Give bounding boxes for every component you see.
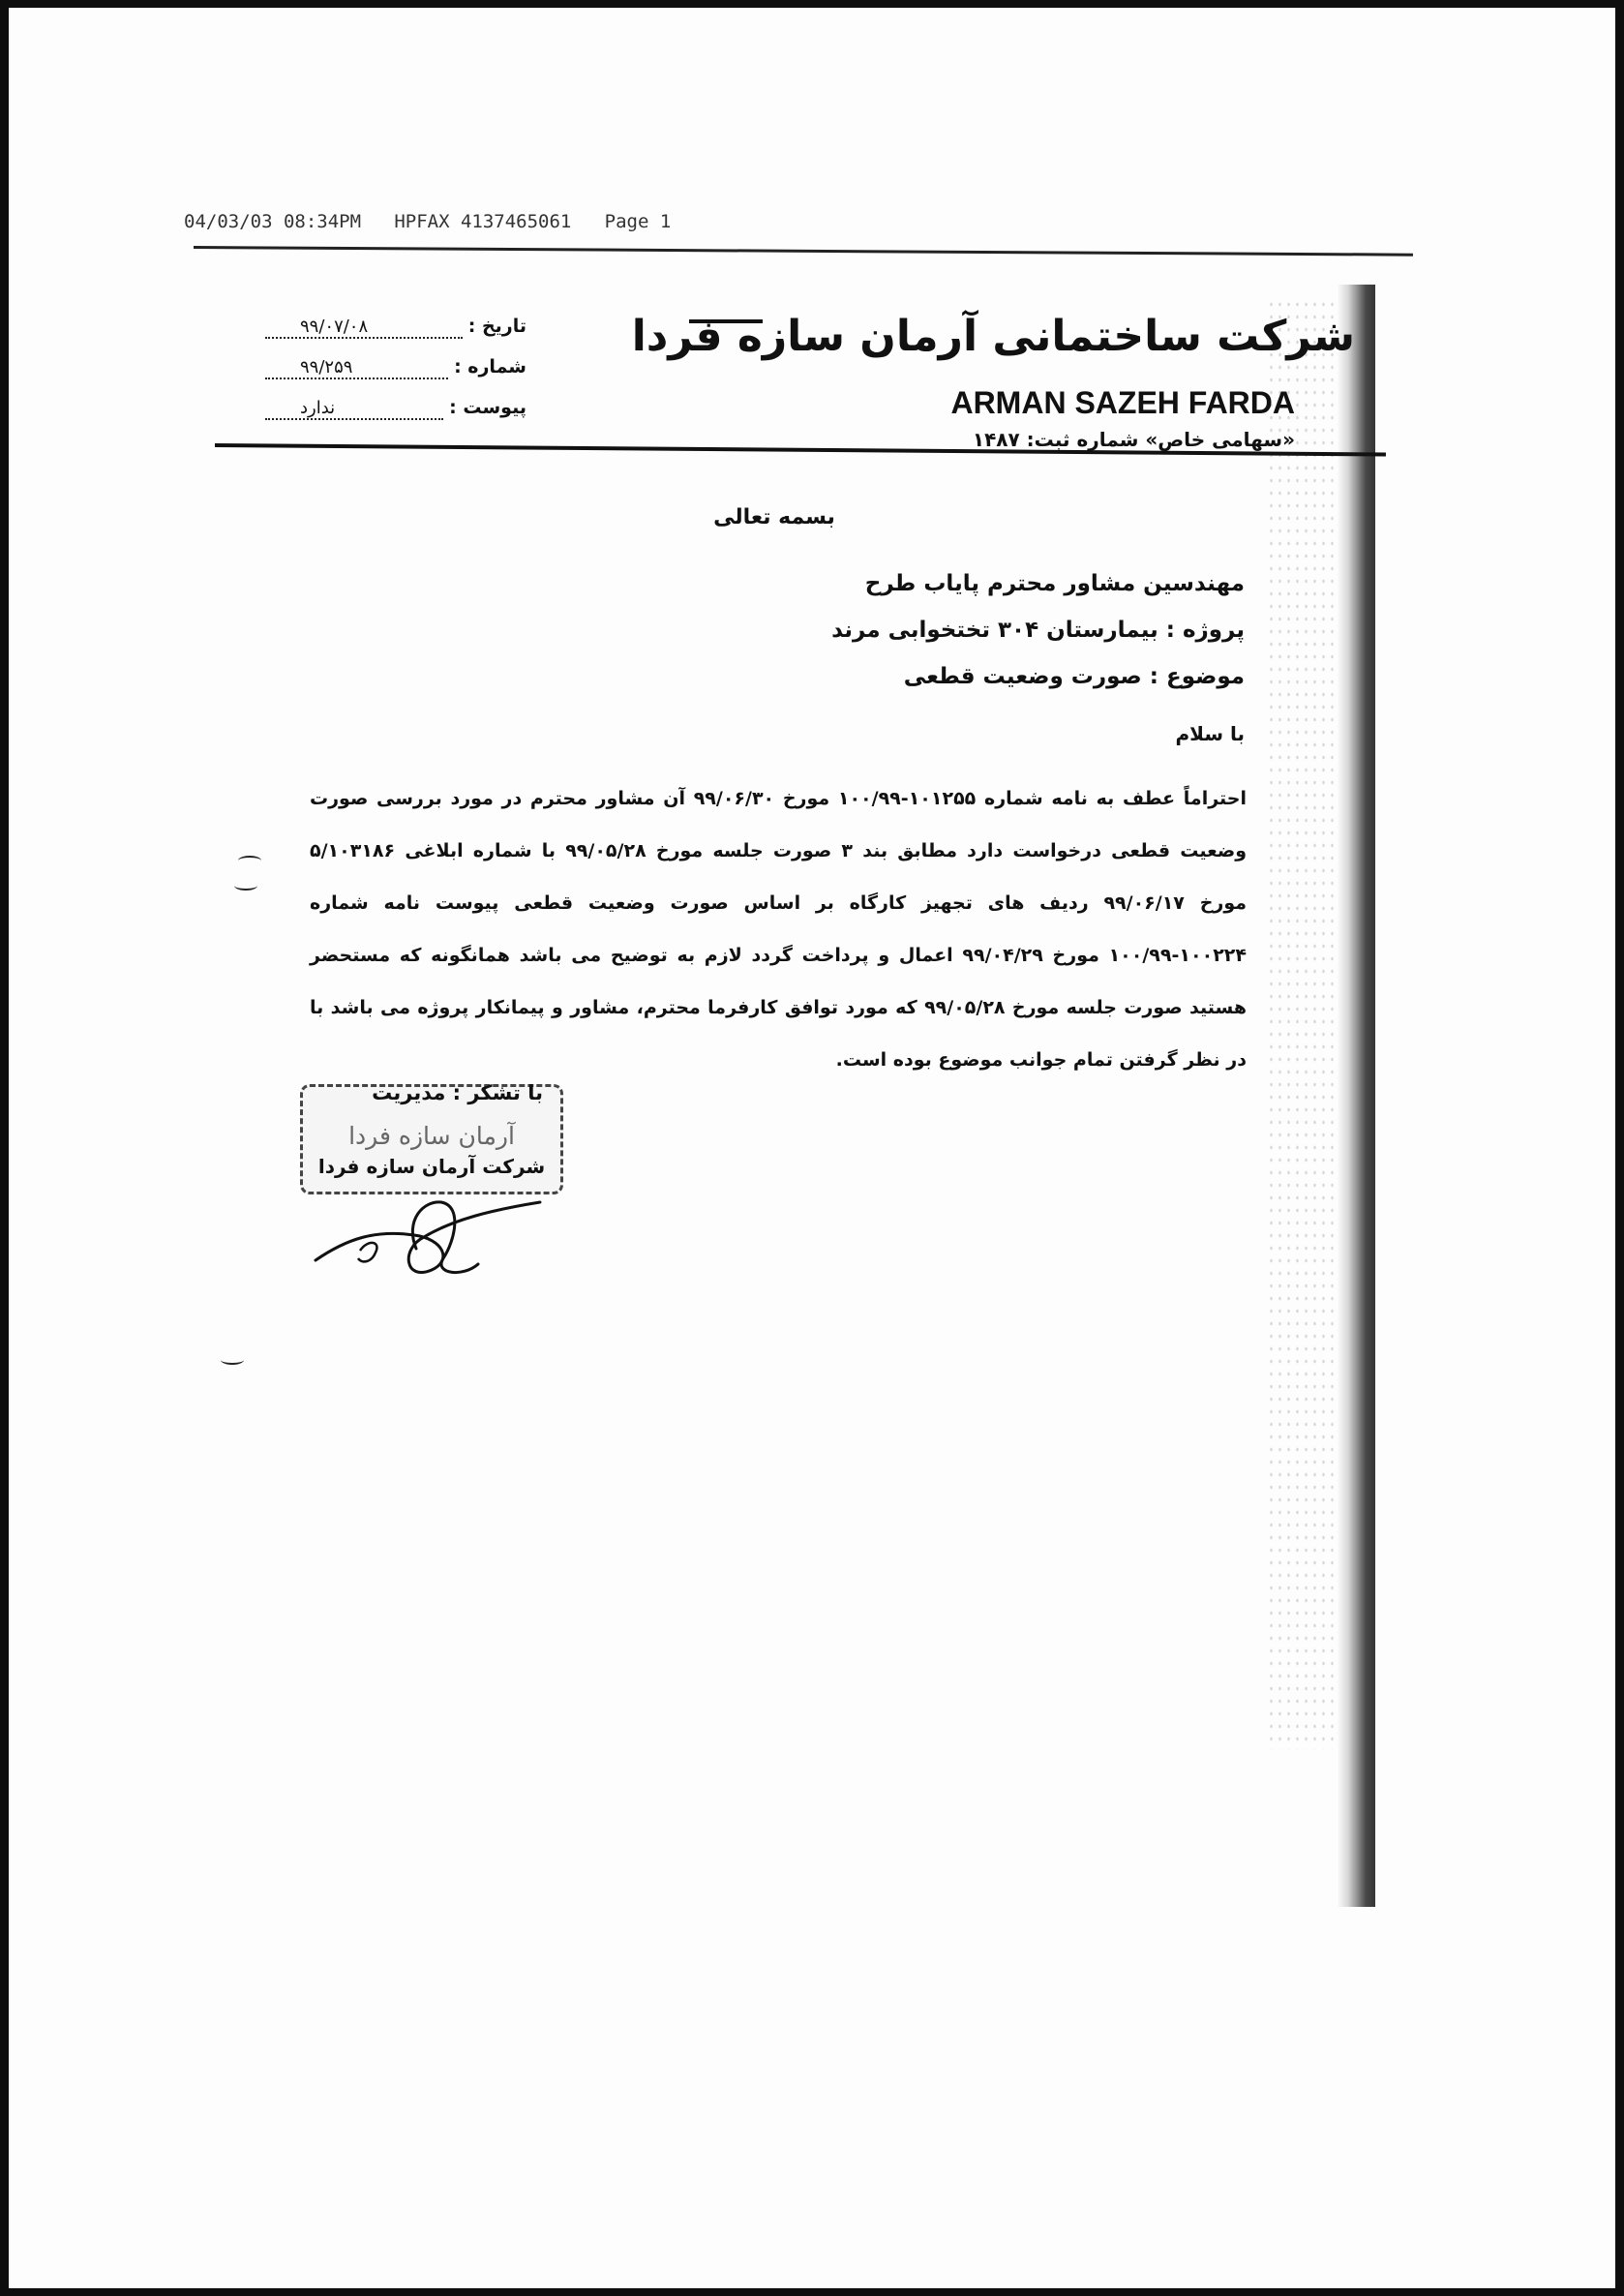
company-registration: «سهامی خاص» شماره ثبت: ۱۴۸۷ [972,428,1295,451]
attachment-value: ندارد [265,398,443,420]
stamp-line-2: شرکت آرمان سازه فردا [317,1155,546,1178]
subject-line: موضوع : صورت وضعیت قطعی [903,664,1245,689]
number-label: شماره : [454,356,526,378]
date-label: تاریخ : [467,316,526,337]
attachment-label: پیوست : [449,397,526,418]
meta-number [265,356,526,397]
margin-mark [238,856,261,865]
margin-mark [234,881,257,891]
bismillah: بسمه تعالی [713,505,835,529]
closing-title: با تشکر : مدیریت [372,1081,543,1104]
signature [308,1181,559,1287]
company-name-en: ARMAN SAZEH FARDA [950,385,1295,420]
letter-meta [265,316,526,438]
meta-attachment [265,397,526,438]
stamp-line-1: آرمان سازه فردا [348,1122,515,1150]
greeting: با سلام [1175,722,1245,745]
fax-header: 04/03/03 08:34PM HPFAX 4137465061 Page 1 [184,211,672,232]
meta-date [265,316,526,356]
margin-mark [221,1355,244,1365]
scan-noise [1267,298,1335,1750]
date-value: ۹۹/۰۷/۰۸ [265,317,463,339]
addressee-line: مهندسین مشاور محترم پایاب طرح [864,571,1245,596]
letter-body: احتراماً عطف به نامه شماره ۱۰۱۲۵۵-۱۰۰/۹۹ مورخ ۹۹/۰۶/۳۰ آن مشاور محترم در مورد بررسی صورت وضعیت قطعی درخواست دارد مطابق بند ۳ صورت جلسه مورخ ۹۹/۰۵/۲۸ با شماره ابلاغی ۵/۱۰۳۱۸۶ مورخ ۹۹/۰۶/۱۷ ردیف های تجهیز کارگاه بر اساس صورت وضعیت قطعی پیوست نامه شماره ۱۰۰۲۲۴-۱۰۰/۹۹ مورخ ۹۹/۰۴/۲۹ اعمال و پرداخت گردد لازم به توضیح می باشد همانگونه که مستحضر هستید صورت جلسه مورخ ۹۹/۰۵/۲۸ که مورد توافق کارفرما محترم، مشاور و پیمانکار پروژه می باشد با در نظر گرفتن تمام جوانب موضوع بوده است. [310,788,1248,1071]
scan-shadow-edge [1337,285,1375,1907]
number-value: ۹۹/۲۵۹ [265,357,448,379]
company-name-fa: شرکت ساختمانی آرمان سازه فردا [631,312,1355,361]
company-stamp [300,1081,563,1194]
project-line: پروژه : بیمارستان ۳۰۴ تختخوابی مرند [831,618,1245,643]
